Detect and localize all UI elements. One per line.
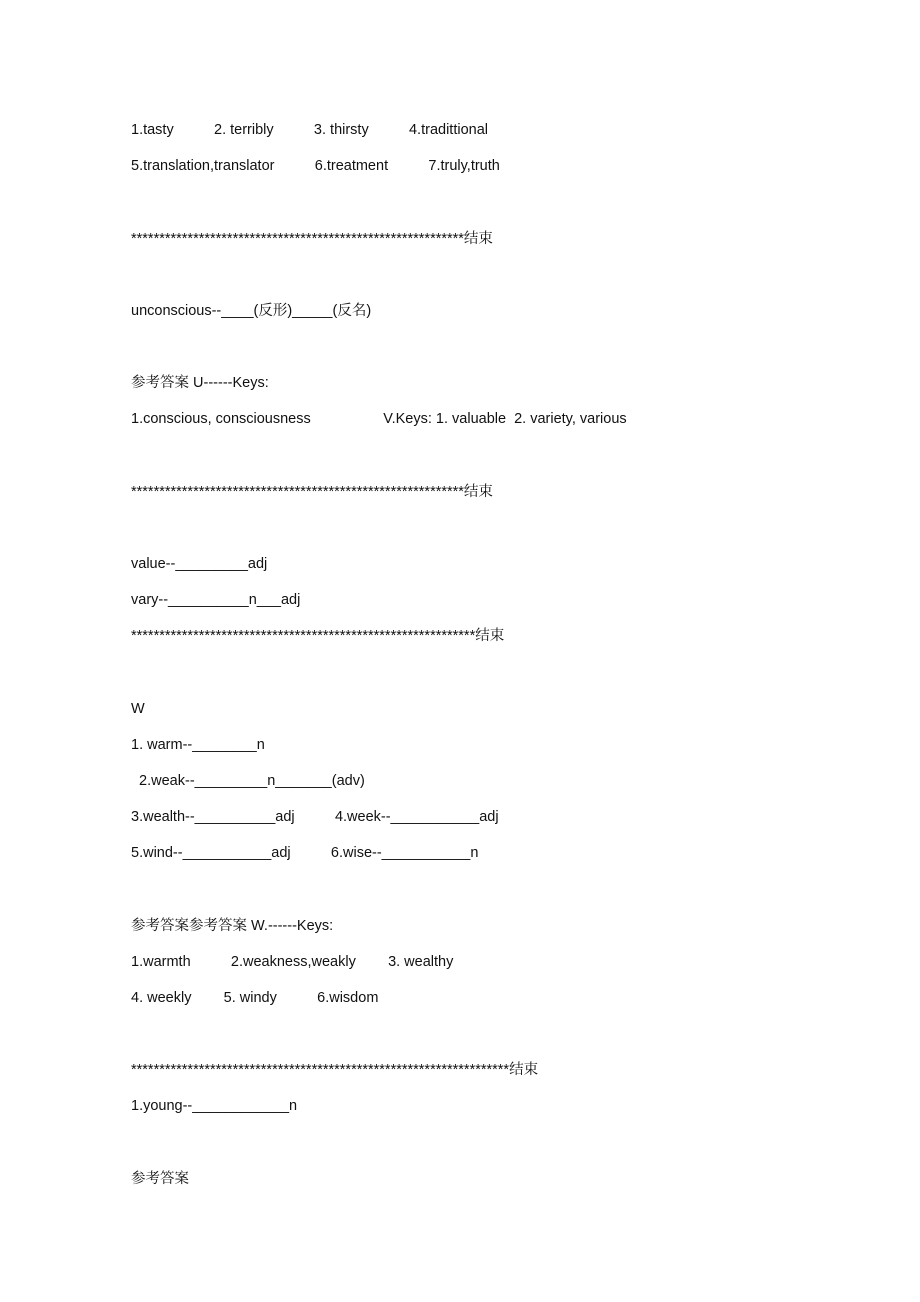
w-keys-heading: 参考答案参考答案 W.------Keys: xyxy=(131,918,334,934)
w-question-3: 3.wealth--__________adj 4.week--___________adj xyxy=(131,809,499,825)
w-section-heading: W xyxy=(131,701,145,717)
u-v-keys-line: 1.conscious, consciousness V.Keys: 1. valuable 2. variety, various xyxy=(131,411,627,427)
w-keys-line-2: 4. weekly 5. windy 6.wisdom xyxy=(131,990,379,1006)
end-marker-3: *************************************************************结束 xyxy=(131,628,505,644)
u-keys-heading: 参考答案 U------Keys: xyxy=(131,375,269,391)
t-keys-line-1: 1.tasty 2. terribly 3. thirsty 4.tradittional xyxy=(131,122,488,138)
w-question-2: 2.weak--_________n_______(adv) xyxy=(131,773,365,789)
end-marker-1: ***********************************************************结束 xyxy=(131,231,493,247)
y-question-1: 1.young--____________n xyxy=(131,1098,298,1114)
v-question-2: vary--__________n___adj xyxy=(131,592,301,608)
end-marker-4: *******************************************************************结束 xyxy=(131,1062,539,1078)
w-question-4: 5.wind--___________adj 6.wise--___________n xyxy=(131,845,479,861)
t-keys-line-2: 5.translation,translator 6.treatment 7.truly,truth xyxy=(131,158,500,174)
u-question: unconscious--____(反形)_____(反名) xyxy=(131,303,372,319)
v-question-1: value--_________adj xyxy=(131,556,268,572)
w-keys-line-1: 1.warmth 2.weakness,weakly 3. wealthy xyxy=(131,954,454,970)
y-keys-heading: 参考答案 xyxy=(131,1171,189,1187)
end-marker-2: ***********************************************************结束 xyxy=(131,484,493,500)
w-question-1: 1. warm--________n xyxy=(131,737,265,753)
